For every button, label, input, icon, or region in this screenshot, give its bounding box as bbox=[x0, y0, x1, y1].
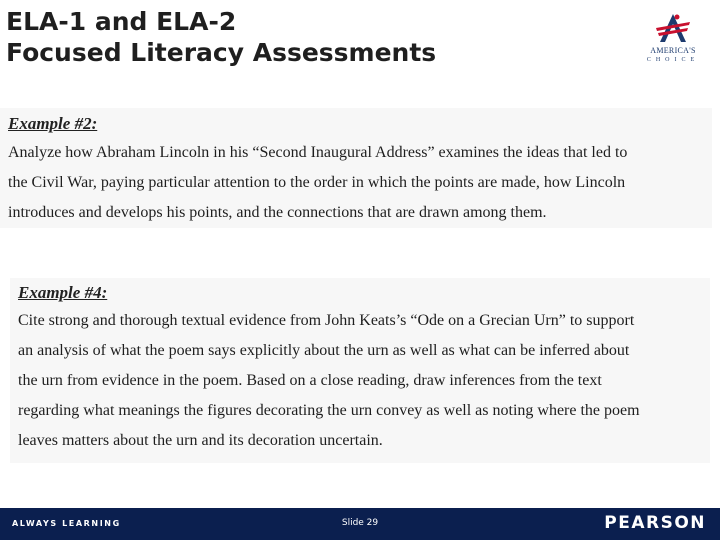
example-2-line: Analyze how Abraham Lincoln in his “Second Inaugural Address” examines the ideas that led to bbox=[8, 144, 628, 161]
example-4-line: Cite strong and thorough textual evidence from John Keats’s “Ode on a Grecian Urn” to support bbox=[18, 312, 635, 329]
example-2-heading: Example #2: bbox=[8, 114, 98, 133]
footer-bar bbox=[0, 508, 720, 540]
example-2-line: introduces and develops his points, and the connections that are drawn among them. bbox=[8, 204, 547, 221]
star-a-icon bbox=[642, 12, 704, 46]
example-4-body bbox=[18, 306, 640, 456]
slide-title-line-2: Focused Literacy Assessments bbox=[6, 38, 437, 67]
example-4-line: leaves matters about the urn and its decoration uncertain. bbox=[18, 432, 383, 449]
logo-sub: CHOICE bbox=[646, 57, 700, 63]
footer-tagline: ALWAYS LEARNING bbox=[12, 519, 121, 528]
slide-number: Slide 29 bbox=[341, 518, 379, 528]
example-2-body bbox=[8, 138, 627, 228]
example-4-line: an analysis of what the poem says explicitly about the urn as well as what can be inferred about bbox=[18, 342, 630, 359]
logo-name: AMERICA'S bbox=[650, 46, 696, 55]
example-4-line: regarding what meanings the figures decorating the urn convey as well as noting where the poem bbox=[18, 402, 640, 419]
slide-title-line-1: ELA-1 and ELA-2 bbox=[6, 7, 237, 36]
slide-title bbox=[6, 6, 606, 68]
example-4-line: the urn from evidence in the poem. Based on a close reading, draw inferences from the text bbox=[18, 372, 602, 389]
example-2-line: the Civil War, paying particular attention to the order in which the points are made, how Lincoln bbox=[8, 174, 626, 191]
example-4-heading: Example #4: bbox=[18, 283, 108, 302]
americas-choice-logo bbox=[642, 12, 704, 68]
pearson-logo: PEARSON bbox=[604, 513, 706, 533]
